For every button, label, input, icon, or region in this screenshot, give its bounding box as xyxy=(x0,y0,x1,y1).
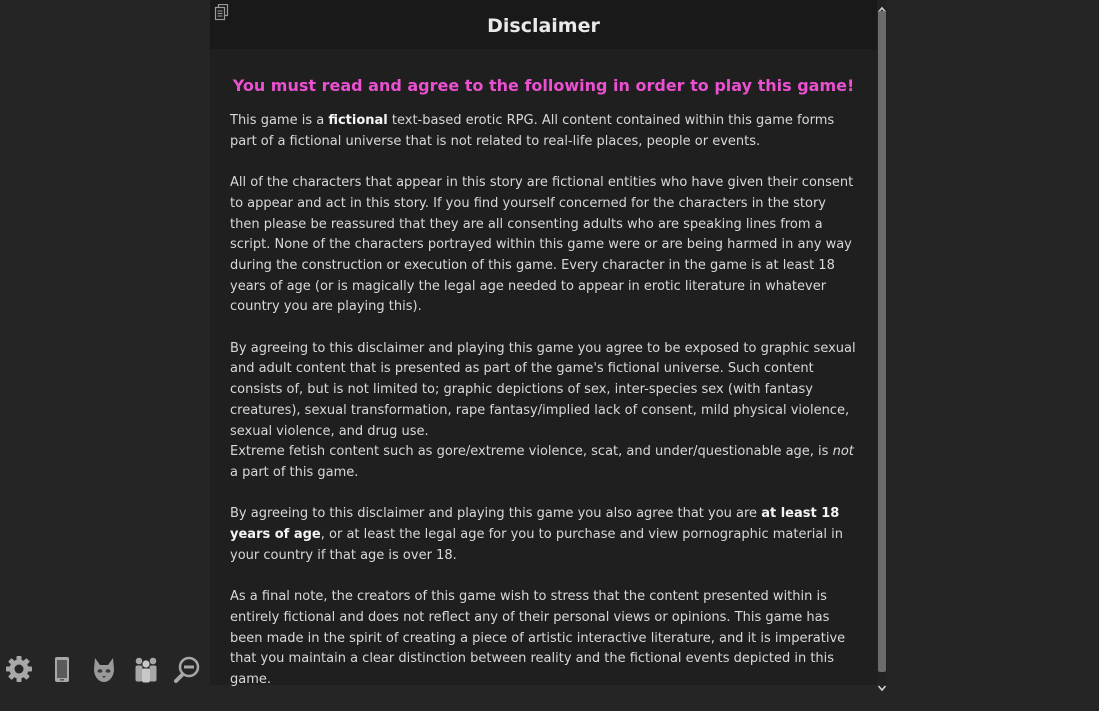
scrollbar[interactable] xyxy=(877,0,887,685)
agreement-warning: You must read and agree to the following in order to play this game! xyxy=(232,76,855,95)
paragraph-content: By agreeing to this disclaimer and playing this game you agree to be exposed to graphic sexual and adult content that is presented as part of the game's fictional universe. Such content consists of, but is not limited to; graphic depictions of sex, inter-species sex (with fantasy creatures), sexual transformation, rape fantasy/implied lack of consent, mild physical violence, sexual violence, and drug use. xyxy=(230,340,856,439)
scroll-up-arrow-icon[interactable] xyxy=(877,0,887,10)
paragraph-text: , or at least the legal age for you to purchase and view pornographic material in your country if that age is over 18. xyxy=(230,527,843,563)
disclaimer-body xyxy=(230,111,858,711)
page-title: Disclaimer xyxy=(487,15,600,37)
people-icon[interactable] xyxy=(131,654,161,684)
zoom-out-icon[interactable] xyxy=(172,654,202,684)
paragraph-text: This game is a xyxy=(230,113,329,128)
paragraph-text: a part of this game. xyxy=(230,464,359,480)
disclaimer-panel xyxy=(210,0,877,685)
paragraph-fiction xyxy=(230,111,858,152)
scroll-down-arrow-icon[interactable] xyxy=(877,677,887,685)
phone-icon[interactable] xyxy=(47,654,77,684)
bottom-toolbar xyxy=(4,654,204,685)
paragraph-age xyxy=(230,504,858,566)
emphasis-text: fictional xyxy=(328,113,388,128)
emphasis-text: at least 18 years of age xyxy=(230,506,840,543)
paragraph-excluded-content xyxy=(230,442,858,483)
paragraph-text: text-based erotic RPG. All content contained within this game forms part of a fictional universe that is not related to real-life places, people or events. xyxy=(230,113,835,149)
gear-icon[interactable] xyxy=(4,654,34,684)
paragraph-characters: All of the characters that appear in this story are fictional entities who have given their consent to appear and act in this story. If you find yourself concerned for the characters in the story then please be reassured that they are all consenting adults who are speaking lines from a script. None of the characters portrayed within this game were or are being harmed in any way during the construction or execution of this game. Every character in the game is at least 18 years of age (or is magically the legal age needed to appear in erotic literature in whatever country you are playing this). xyxy=(230,175,854,315)
paragraph-text: Extreme fetish content such as gore/extreme violence, scat, and under/questionable age, is xyxy=(230,444,833,460)
emphasis-text: not xyxy=(832,444,854,460)
cat-mask-icon[interactable] xyxy=(89,654,119,684)
paragraph-final-note: As a final note, the creators of this game wish to stress that the content presented within is entirely fictional and does not reflect any of their personal views or opinions. This game has been made in the spirit of creating a piece of artistic interactive literature, and it is imperative that you maintain a clear distinction between reality and the fictional events depicted in this game. xyxy=(230,589,846,687)
paragraph-text: By agreeing to this disclaimer and playing this game you also agree that you are xyxy=(230,506,762,522)
title-bar xyxy=(210,0,877,49)
scroll-thumb[interactable] xyxy=(878,11,886,672)
